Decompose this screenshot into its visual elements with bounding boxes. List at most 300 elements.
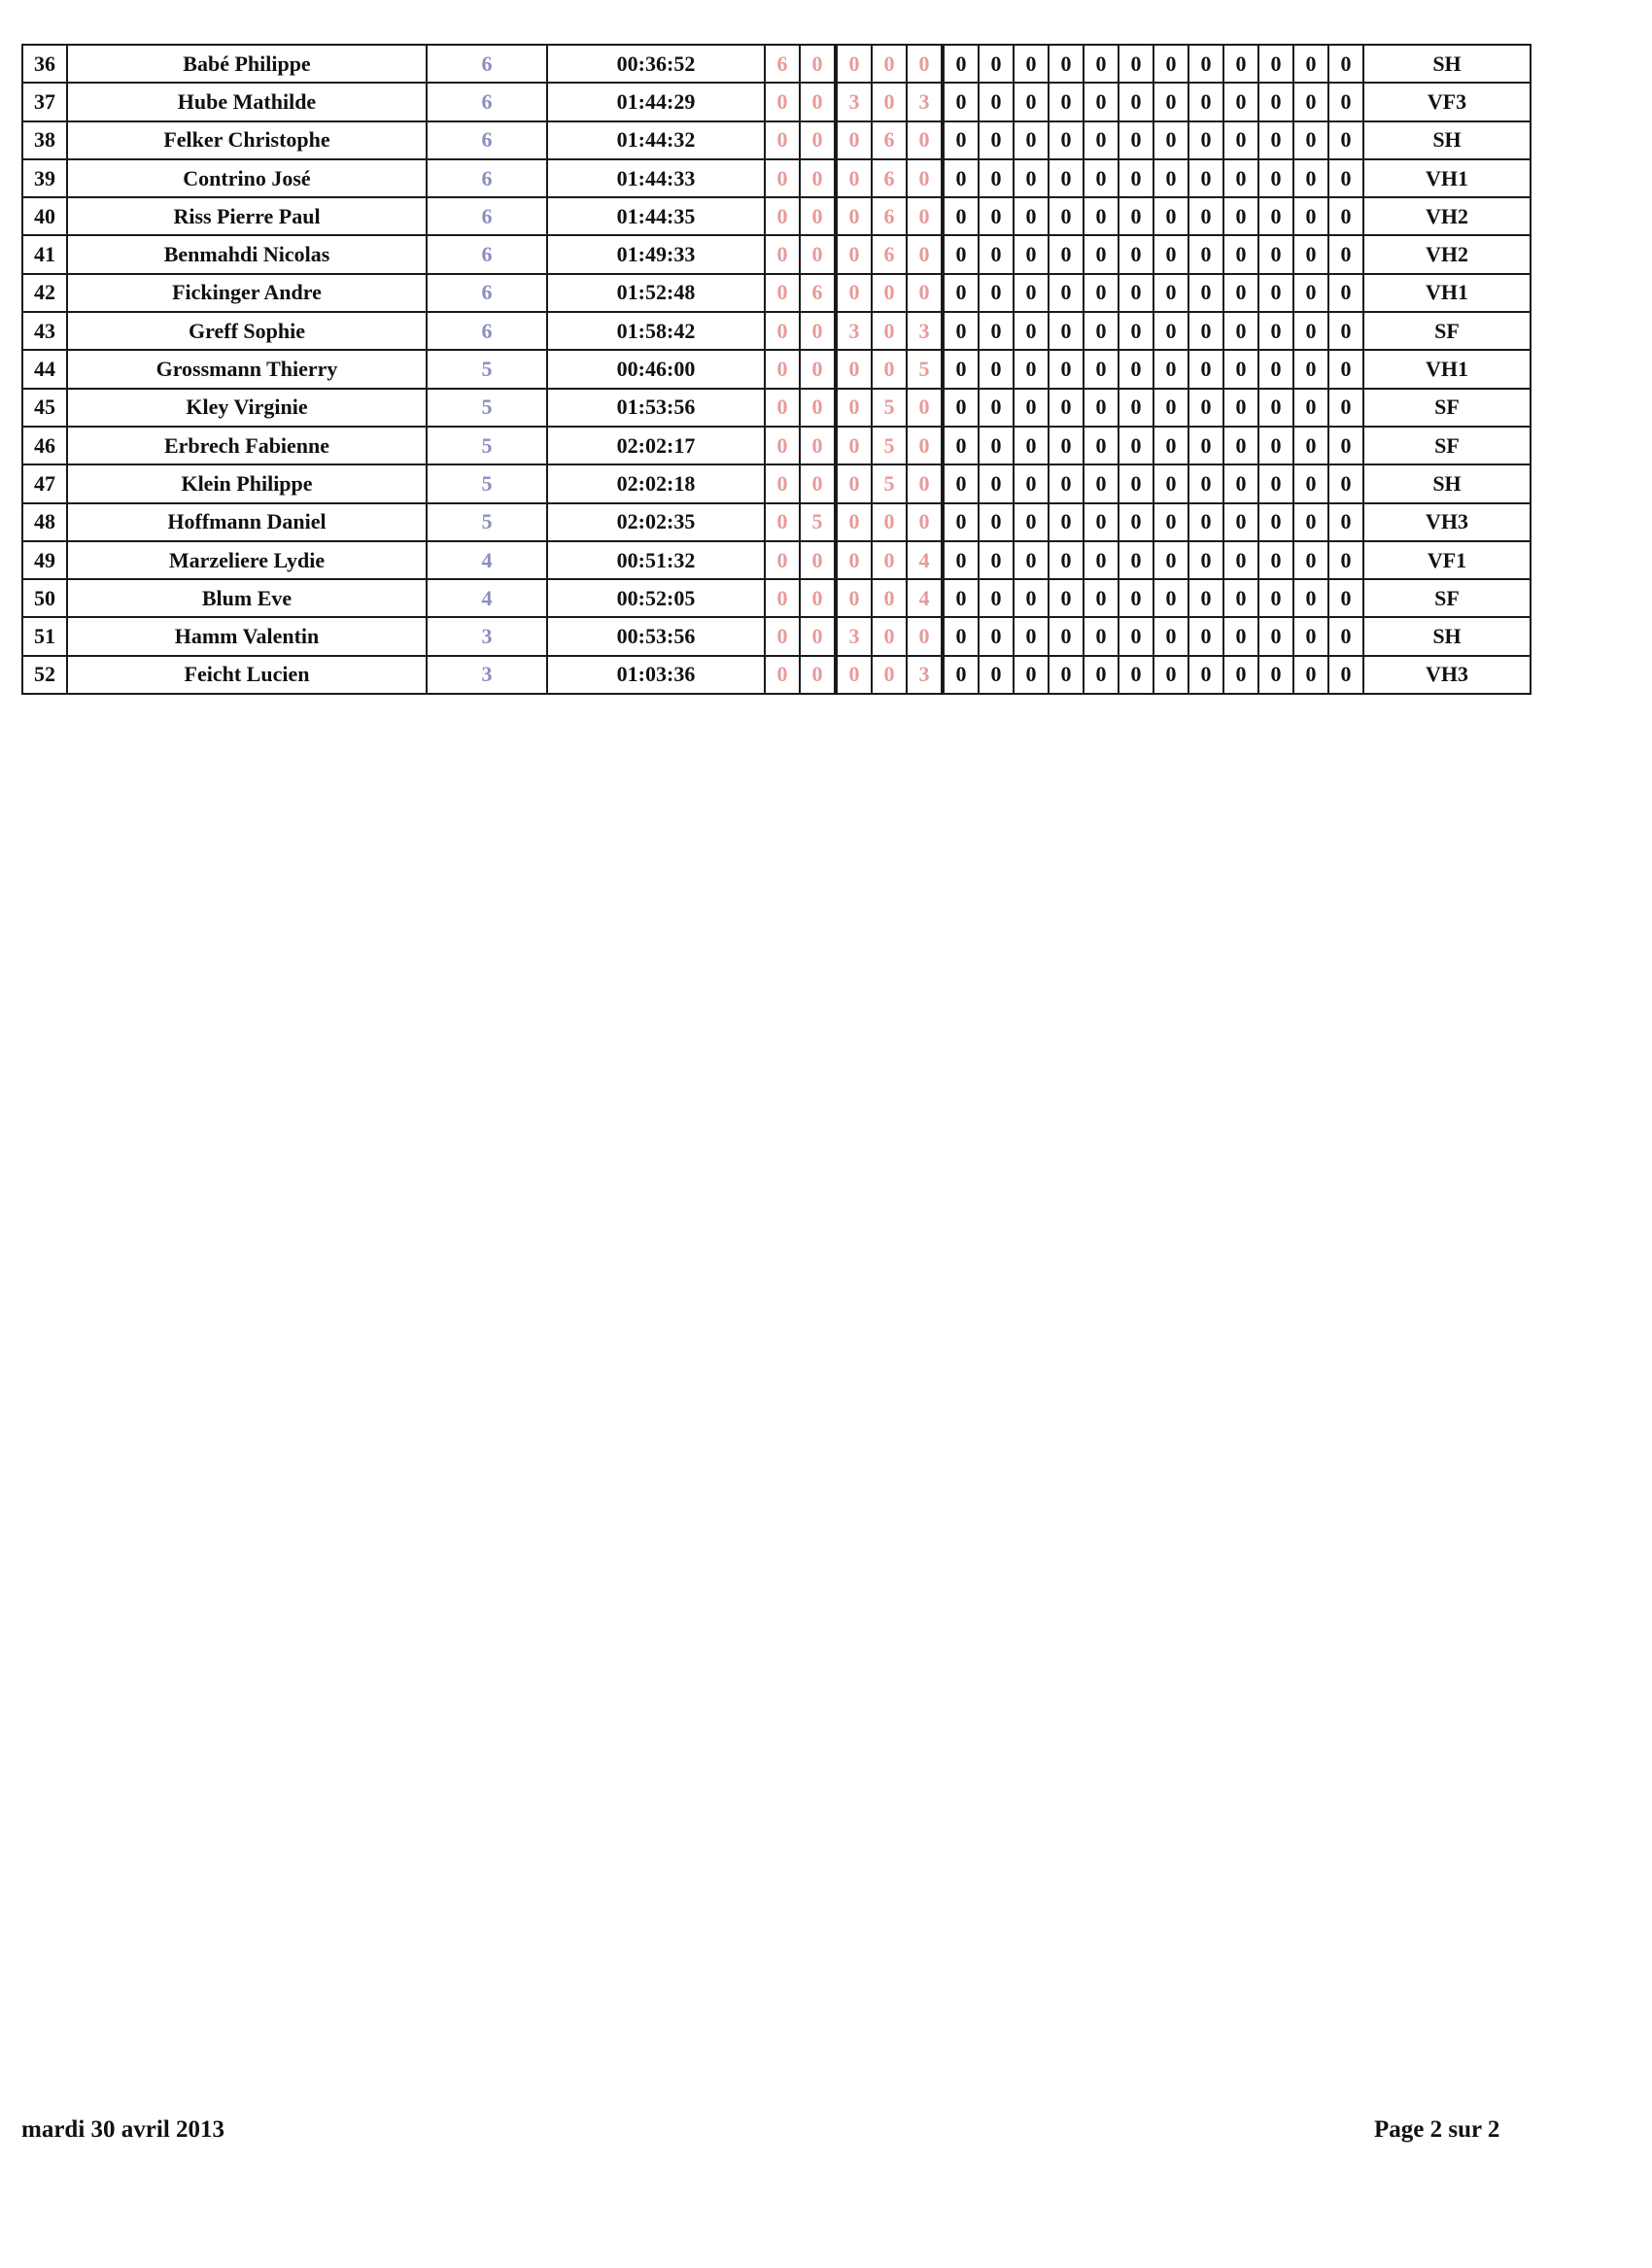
table-row — [22, 83, 1531, 120]
rank-cell: 47 — [22, 464, 67, 502]
score-cell: 0 — [1258, 541, 1293, 579]
round-cell: 0 — [872, 503, 907, 541]
points-cell: 4 — [427, 541, 547, 579]
round-cell: 0 — [800, 159, 836, 197]
score-cell: 0 — [1014, 83, 1049, 120]
score-cell: 0 — [1049, 617, 1084, 655]
score-cell: 0 — [1223, 312, 1258, 350]
rank-cell: 38 — [22, 121, 67, 159]
score-cell: 0 — [979, 617, 1014, 655]
score-cell: 0 — [1258, 45, 1293, 83]
round-cell: 5 — [872, 427, 907, 464]
score-cell: 0 — [1119, 617, 1153, 655]
name-cell: Benmahdi Nicolas — [67, 235, 427, 273]
score-cell: 0 — [943, 503, 979, 541]
score-cell: 0 — [1153, 579, 1188, 617]
round-cell: 0 — [765, 159, 800, 197]
score-cell: 0 — [1014, 541, 1049, 579]
score-cell: 0 — [943, 427, 979, 464]
time-cell: 01:03:36 — [547, 656, 765, 694]
score-cell: 0 — [979, 427, 1014, 464]
round-cell: 5 — [907, 350, 943, 388]
score-cell: 0 — [1223, 197, 1258, 235]
score-cell: 0 — [1258, 427, 1293, 464]
points-cell: 6 — [427, 274, 547, 312]
score-cell: 0 — [1049, 83, 1084, 120]
round-cell: 0 — [765, 503, 800, 541]
score-cell: 0 — [1293, 617, 1328, 655]
time-cell: 01:44:33 — [547, 159, 765, 197]
score-cell: 0 — [1014, 617, 1049, 655]
score-cell: 0 — [1119, 274, 1153, 312]
round-cell: 0 — [765, 312, 800, 350]
score-cell: 0 — [1293, 350, 1328, 388]
score-cell: 0 — [1258, 389, 1293, 427]
score-cell: 0 — [1084, 656, 1119, 694]
round-cell: 0 — [836, 350, 872, 388]
score-cell: 0 — [1188, 235, 1223, 273]
score-cell: 0 — [1223, 121, 1258, 159]
score-cell: 0 — [1258, 617, 1293, 655]
table-row — [22, 235, 1531, 273]
score-cell: 0 — [943, 350, 979, 388]
table-row — [22, 312, 1531, 350]
score-cell: 0 — [1119, 121, 1153, 159]
score-cell: 0 — [1014, 274, 1049, 312]
score-cell: 0 — [1084, 350, 1119, 388]
score-cell: 0 — [1014, 656, 1049, 694]
round-cell: 6 — [872, 197, 907, 235]
score-cell: 0 — [1328, 579, 1363, 617]
name-cell: Feicht Lucien — [67, 656, 427, 694]
points-cell: 3 — [427, 617, 547, 655]
rank-cell: 41 — [22, 235, 67, 273]
category-cell: VH2 — [1363, 197, 1531, 235]
score-cell: 0 — [1084, 121, 1119, 159]
score-cell: 0 — [1223, 45, 1258, 83]
score-cell: 0 — [1328, 464, 1363, 502]
score-cell: 0 — [1293, 197, 1328, 235]
round-cell: 0 — [872, 350, 907, 388]
time-cell: 00:51:32 — [547, 541, 765, 579]
score-cell: 0 — [1084, 389, 1119, 427]
score-cell: 0 — [979, 197, 1014, 235]
rank-cell: 49 — [22, 541, 67, 579]
score-cell: 0 — [943, 541, 979, 579]
score-cell: 0 — [1258, 83, 1293, 120]
score-cell: 0 — [1014, 350, 1049, 388]
score-cell: 0 — [1153, 274, 1188, 312]
round-cell: 0 — [800, 350, 836, 388]
points-cell: 5 — [427, 389, 547, 427]
score-cell: 0 — [1119, 45, 1153, 83]
score-cell: 0 — [1014, 389, 1049, 427]
score-cell: 0 — [1014, 464, 1049, 502]
round-cell: 0 — [765, 350, 800, 388]
score-cell: 0 — [1084, 235, 1119, 273]
score-cell: 0 — [1153, 389, 1188, 427]
round-cell: 0 — [800, 121, 836, 159]
category-cell: SH — [1363, 121, 1531, 159]
table-row — [22, 274, 1531, 312]
score-cell: 0 — [1153, 427, 1188, 464]
points-cell: 5 — [427, 503, 547, 541]
score-cell: 0 — [979, 579, 1014, 617]
score-cell: 0 — [1293, 312, 1328, 350]
time-cell: 01:58:42 — [547, 312, 765, 350]
name-cell: Hamm Valentin — [67, 617, 427, 655]
round-cell: 0 — [765, 656, 800, 694]
score-cell: 0 — [1049, 656, 1084, 694]
round-cell: 0 — [765, 541, 800, 579]
score-cell: 0 — [1014, 45, 1049, 83]
score-cell: 0 — [1328, 503, 1363, 541]
score-cell: 0 — [1084, 312, 1119, 350]
name-cell: Greff Sophie — [67, 312, 427, 350]
score-cell: 0 — [979, 83, 1014, 120]
score-cell: 0 — [1119, 159, 1153, 197]
footer-date: mardi 30 avril 2013 — [21, 2116, 225, 2143]
score-cell: 0 — [979, 389, 1014, 427]
round-cell: 4 — [907, 579, 943, 617]
round-cell: 0 — [765, 274, 800, 312]
score-cell: 0 — [943, 656, 979, 694]
score-cell: 0 — [1188, 83, 1223, 120]
round-cell: 3 — [836, 83, 872, 120]
round-cell: 0 — [836, 235, 872, 273]
round-cell: 4 — [907, 541, 943, 579]
score-cell: 0 — [943, 312, 979, 350]
score-cell: 0 — [1188, 427, 1223, 464]
score-cell: 0 — [1153, 45, 1188, 83]
round-cell: 6 — [765, 45, 800, 83]
table-row — [22, 389, 1531, 427]
round-cell: 0 — [907, 427, 943, 464]
round-cell: 0 — [836, 541, 872, 579]
score-cell: 0 — [1084, 541, 1119, 579]
table-row — [22, 541, 1531, 579]
score-cell: 0 — [943, 617, 979, 655]
score-cell: 0 — [1084, 45, 1119, 83]
round-cell: 0 — [907, 464, 943, 502]
score-cell: 0 — [1223, 656, 1258, 694]
category-cell: SH — [1363, 464, 1531, 502]
time-cell: 02:02:35 — [547, 503, 765, 541]
category-cell: SF — [1363, 579, 1531, 617]
score-cell: 0 — [1119, 235, 1153, 273]
score-cell: 0 — [1153, 656, 1188, 694]
round-cell: 0 — [836, 159, 872, 197]
score-cell: 0 — [979, 45, 1014, 83]
score-cell: 0 — [1258, 312, 1293, 350]
name-cell: Riss Pierre Paul — [67, 197, 427, 235]
points-cell: 4 — [427, 579, 547, 617]
score-cell: 0 — [1293, 656, 1328, 694]
score-cell: 0 — [1084, 579, 1119, 617]
score-cell: 0 — [943, 197, 979, 235]
round-cell: 0 — [907, 274, 943, 312]
rank-cell: 50 — [22, 579, 67, 617]
category-cell: VH1 — [1363, 350, 1531, 388]
score-cell: 0 — [1188, 503, 1223, 541]
score-cell: 0 — [1223, 350, 1258, 388]
score-cell: 0 — [1119, 656, 1153, 694]
round-cell: 0 — [800, 235, 836, 273]
name-cell: Klein Philippe — [67, 464, 427, 502]
round-cell: 0 — [765, 235, 800, 273]
round-cell: 3 — [836, 617, 872, 655]
time-cell: 00:53:56 — [547, 617, 765, 655]
score-cell: 0 — [1014, 312, 1049, 350]
score-cell: 0 — [1328, 274, 1363, 312]
time-cell: 00:36:52 — [547, 45, 765, 83]
round-cell: 0 — [836, 656, 872, 694]
round-cell: 0 — [800, 464, 836, 502]
name-cell: Contrino José — [67, 159, 427, 197]
score-cell: 0 — [979, 159, 1014, 197]
score-cell: 0 — [1014, 159, 1049, 197]
score-cell: 0 — [979, 274, 1014, 312]
table-row — [22, 197, 1531, 235]
category-cell: VH1 — [1363, 274, 1531, 312]
rank-cell: 36 — [22, 45, 67, 83]
points-cell: 5 — [427, 464, 547, 502]
table-row — [22, 617, 1531, 655]
round-cell: 3 — [907, 656, 943, 694]
round-cell: 0 — [765, 389, 800, 427]
score-cell: 0 — [979, 656, 1014, 694]
rank-cell: 37 — [22, 83, 67, 120]
round-cell: 0 — [907, 235, 943, 273]
score-cell: 0 — [1119, 541, 1153, 579]
time-cell: 02:02:18 — [547, 464, 765, 502]
round-cell: 0 — [872, 579, 907, 617]
score-cell: 0 — [1328, 656, 1363, 694]
rank-cell: 40 — [22, 197, 67, 235]
round-cell: 0 — [765, 579, 800, 617]
score-cell: 0 — [1188, 579, 1223, 617]
points-cell: 5 — [427, 350, 547, 388]
score-cell: 0 — [1293, 235, 1328, 273]
score-cell: 0 — [1014, 235, 1049, 273]
category-cell: SH — [1363, 45, 1531, 83]
score-cell: 0 — [1258, 579, 1293, 617]
score-cell: 0 — [943, 464, 979, 502]
score-cell: 0 — [1293, 503, 1328, 541]
round-cell: 0 — [800, 389, 836, 427]
score-cell: 0 — [943, 389, 979, 427]
time-cell: 01:44:29 — [547, 83, 765, 120]
name-cell: Felker Christophe — [67, 121, 427, 159]
round-cell: 0 — [836, 121, 872, 159]
score-cell: 0 — [1223, 503, 1258, 541]
score-cell: 0 — [1188, 350, 1223, 388]
score-cell: 0 — [979, 350, 1014, 388]
score-cell: 0 — [1084, 617, 1119, 655]
score-cell: 0 — [1293, 464, 1328, 502]
score-cell: 0 — [979, 121, 1014, 159]
round-cell: 0 — [907, 389, 943, 427]
score-cell: 0 — [1258, 464, 1293, 502]
score-cell: 0 — [1188, 312, 1223, 350]
points-cell: 6 — [427, 83, 547, 120]
score-cell: 0 — [1049, 464, 1084, 502]
score-cell: 0 — [1153, 464, 1188, 502]
category-cell: VF3 — [1363, 83, 1531, 120]
score-cell: 0 — [1258, 350, 1293, 388]
score-cell: 0 — [1084, 427, 1119, 464]
score-cell: 0 — [1049, 159, 1084, 197]
round-cell: 6 — [872, 121, 907, 159]
round-cell: 5 — [800, 503, 836, 541]
round-cell: 0 — [765, 427, 800, 464]
table-row — [22, 656, 1531, 694]
points-cell: 3 — [427, 656, 547, 694]
time-cell: 01:52:48 — [547, 274, 765, 312]
score-cell: 0 — [943, 83, 979, 120]
time-cell: 02:02:17 — [547, 427, 765, 464]
round-cell: 0 — [836, 274, 872, 312]
round-cell: 0 — [836, 579, 872, 617]
score-cell: 0 — [1258, 503, 1293, 541]
name-cell: Erbrech Fabienne — [67, 427, 427, 464]
round-cell: 0 — [765, 464, 800, 502]
rank-cell: 51 — [22, 617, 67, 655]
score-cell: 0 — [1258, 656, 1293, 694]
score-cell: 0 — [1188, 656, 1223, 694]
score-cell: 0 — [943, 45, 979, 83]
score-cell: 0 — [1293, 159, 1328, 197]
round-cell: 3 — [907, 312, 943, 350]
name-cell: Fickinger Andre — [67, 274, 427, 312]
score-cell: 0 — [1014, 503, 1049, 541]
score-cell: 0 — [1293, 427, 1328, 464]
round-cell: 0 — [907, 121, 943, 159]
round-cell: 0 — [765, 83, 800, 120]
score-cell: 0 — [1223, 617, 1258, 655]
round-cell: 0 — [800, 541, 836, 579]
score-cell: 0 — [1119, 579, 1153, 617]
score-cell: 0 — [943, 121, 979, 159]
table-row — [22, 350, 1531, 388]
table-row — [22, 464, 1531, 502]
name-cell: Hube Mathilde — [67, 83, 427, 120]
table-row — [22, 159, 1531, 197]
rank-cell: 46 — [22, 427, 67, 464]
score-cell: 0 — [1223, 541, 1258, 579]
score-cell: 0 — [979, 312, 1014, 350]
score-cell: 0 — [1223, 274, 1258, 312]
name-cell: Grossmann Thierry — [67, 350, 427, 388]
round-cell: 0 — [907, 617, 943, 655]
score-cell: 0 — [1258, 274, 1293, 312]
score-cell: 0 — [1223, 579, 1258, 617]
score-cell: 0 — [1084, 503, 1119, 541]
round-cell: 0 — [907, 45, 943, 83]
score-cell: 0 — [1188, 389, 1223, 427]
score-cell: 0 — [1119, 83, 1153, 120]
round-cell: 5 — [872, 464, 907, 502]
round-cell: 0 — [836, 45, 872, 83]
score-cell: 0 — [1014, 197, 1049, 235]
round-cell: 0 — [836, 389, 872, 427]
score-cell: 0 — [943, 579, 979, 617]
round-cell: 0 — [800, 617, 836, 655]
round-cell: 0 — [800, 45, 836, 83]
points-cell: 6 — [427, 312, 547, 350]
round-cell: 0 — [872, 274, 907, 312]
score-cell: 0 — [1084, 464, 1119, 502]
rank-cell: 45 — [22, 389, 67, 427]
score-cell: 0 — [1188, 617, 1223, 655]
table-row — [22, 45, 1531, 83]
score-cell: 0 — [1119, 503, 1153, 541]
score-cell: 0 — [1049, 350, 1084, 388]
footer-page-number: Page 2 sur 2 — [1374, 2116, 1500, 2143]
rank-cell: 48 — [22, 503, 67, 541]
score-cell: 0 — [1119, 350, 1153, 388]
category-cell: VF1 — [1363, 541, 1531, 579]
score-cell: 0 — [1293, 274, 1328, 312]
rank-cell: 43 — [22, 312, 67, 350]
round-cell: 6 — [872, 159, 907, 197]
score-cell: 0 — [1049, 235, 1084, 273]
category-cell: VH1 — [1363, 159, 1531, 197]
score-cell: 0 — [1293, 389, 1328, 427]
round-cell: 0 — [765, 121, 800, 159]
round-cell: 6 — [872, 235, 907, 273]
round-cell: 0 — [800, 427, 836, 464]
score-cell: 0 — [1084, 197, 1119, 235]
score-cell: 0 — [1293, 83, 1328, 120]
category-cell: SH — [1363, 617, 1531, 655]
time-cell: 00:46:00 — [547, 350, 765, 388]
score-cell: 0 — [1328, 427, 1363, 464]
table-row — [22, 121, 1531, 159]
score-cell: 0 — [1119, 312, 1153, 350]
round-cell: 0 — [907, 503, 943, 541]
rank-cell: 42 — [22, 274, 67, 312]
round-cell: 0 — [800, 579, 836, 617]
round-cell: 3 — [836, 312, 872, 350]
time-cell: 00:52:05 — [547, 579, 765, 617]
score-cell: 0 — [1153, 617, 1188, 655]
score-cell: 0 — [1049, 312, 1084, 350]
score-cell: 0 — [1293, 579, 1328, 617]
score-cell: 0 — [1119, 427, 1153, 464]
score-cell: 0 — [1014, 579, 1049, 617]
score-cell: 0 — [1223, 464, 1258, 502]
round-cell: 5 — [872, 389, 907, 427]
score-cell: 0 — [1328, 617, 1363, 655]
round-cell: 0 — [872, 45, 907, 83]
category-cell: SF — [1363, 389, 1531, 427]
score-cell: 0 — [1084, 83, 1119, 120]
score-cell: 0 — [1153, 350, 1188, 388]
round-cell: 0 — [765, 197, 800, 235]
score-cell: 0 — [1049, 427, 1084, 464]
score-cell: 0 — [1084, 159, 1119, 197]
category-cell: VH3 — [1363, 656, 1531, 694]
time-cell: 01:44:35 — [547, 197, 765, 235]
table-row — [22, 503, 1531, 541]
score-cell: 0 — [1188, 541, 1223, 579]
score-cell: 0 — [1223, 83, 1258, 120]
score-cell: 0 — [1188, 274, 1223, 312]
score-cell: 0 — [1049, 197, 1084, 235]
points-cell: 6 — [427, 159, 547, 197]
score-cell: 0 — [1223, 235, 1258, 273]
